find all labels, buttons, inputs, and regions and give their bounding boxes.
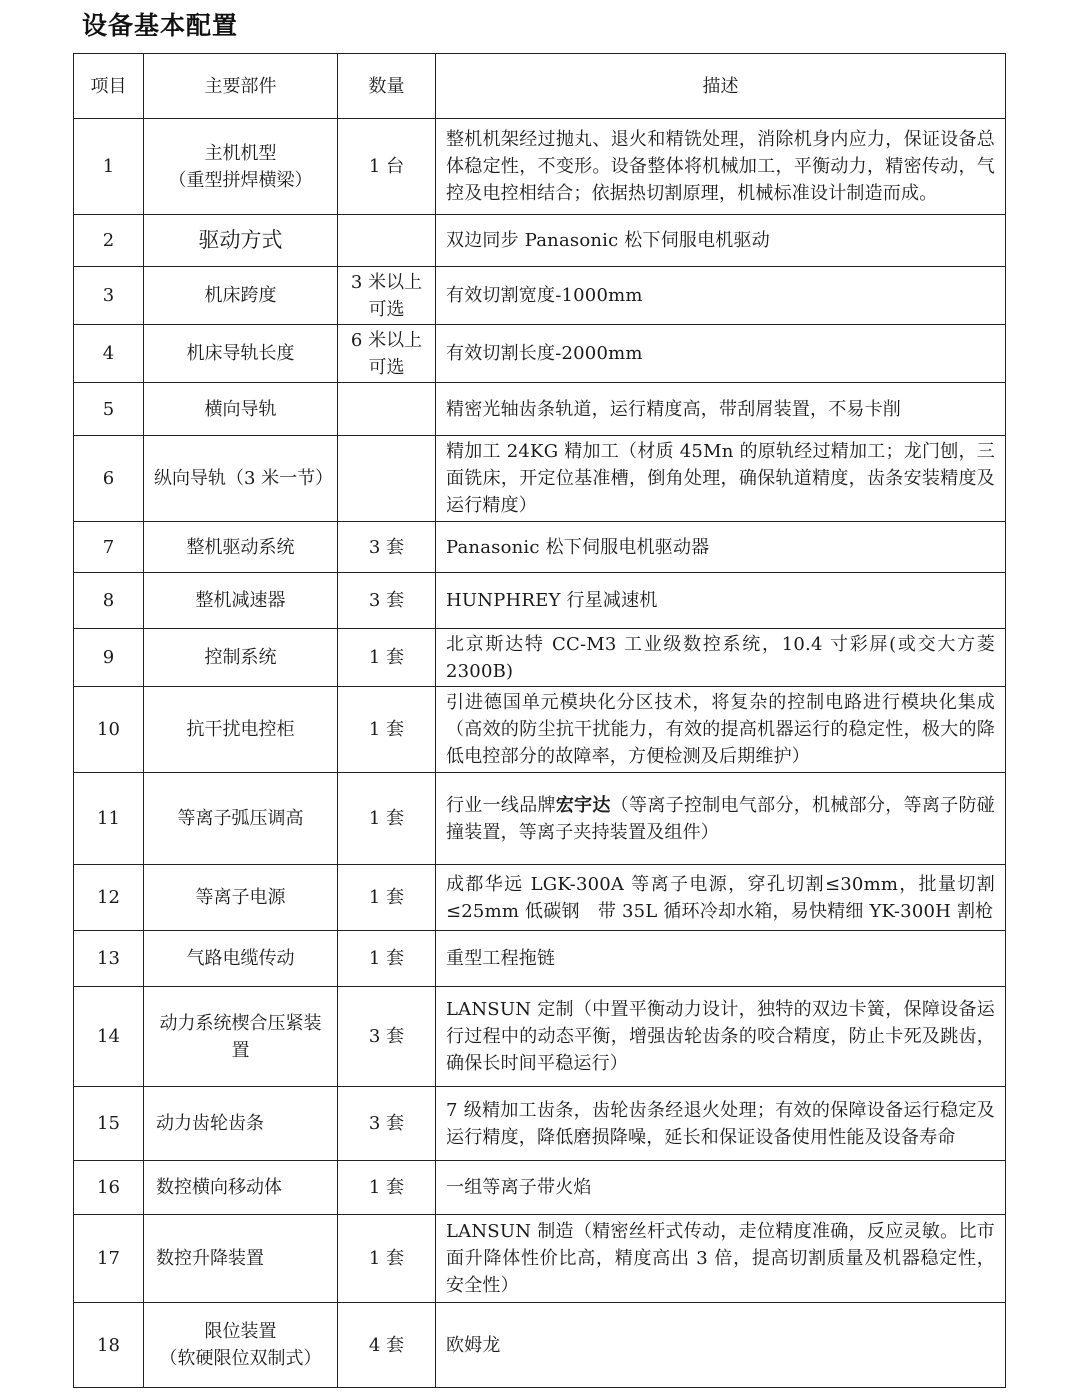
quantity-value: 6 米以上 xyxy=(350,329,423,351)
row-description: LANSUN 制造（精密丝杆式传动，走位精度准确，反应灵敏。比市面升降体性价比高，精度高出 3 倍，提高切割质量及机器稳定性，安全性） xyxy=(436,1215,1006,1303)
row-component: 等离子电源 xyxy=(144,865,338,931)
row-quantity: 3 套 xyxy=(338,1087,436,1161)
row-quantity xyxy=(338,215,436,267)
row-index: 6 xyxy=(74,436,144,522)
table-row xyxy=(74,1303,1006,1388)
row-description: 7 级精加工齿条，齿轮齿条经退火处理；有效的保障设备运行稳定及运行精度，降低磨损降噪，延长和保证设备使用性能及设备寿命 xyxy=(436,1087,1006,1161)
row-description: 整机机架经过抛丸、退火和精铣处理，消除机身内应力，保证设备总体稳定性，不变形。设备整体将机械加工，平衡动力，精密传动，气控及电控相结合；依据热切割原理，机械标准设计制造而成。 xyxy=(436,119,1006,215)
table-header-row xyxy=(74,54,1006,119)
header-quantity: 数量 xyxy=(338,54,436,119)
table-row xyxy=(74,267,1006,325)
table-row xyxy=(74,1161,1006,1215)
table-row xyxy=(74,325,1006,383)
row-component: 机床跨度 xyxy=(144,267,338,325)
component-name: 限位装置 xyxy=(204,1321,277,1342)
row-index: 4 xyxy=(74,325,144,383)
row-component: 数控横向移动体 xyxy=(144,1161,338,1215)
row-component: 抗干扰电控柜 xyxy=(144,687,338,773)
row-component: 数控升降装置 xyxy=(144,1215,338,1303)
row-index: 16 xyxy=(74,1161,144,1215)
table-row xyxy=(74,931,1006,987)
row-description: 精密光轴齿条轨道，运行精度高，带刮屑装置，不易卡削 xyxy=(436,383,1006,436)
row-index: 3 xyxy=(74,267,144,325)
row-index: 14 xyxy=(74,987,144,1087)
row-component: 整机减速器 xyxy=(144,573,338,629)
row-index: 1 xyxy=(74,119,144,215)
row-description: 有效切割宽度-1000mm xyxy=(436,267,1006,325)
row-index: 9 xyxy=(74,629,144,687)
row-description xyxy=(436,773,1006,865)
row-quantity: 1 套 xyxy=(338,1161,436,1215)
row-description: 精加工 24KG 精加工（材质 45Mn 的原轨经过精加工；龙门刨，三面铣床，开定位基准槽，倒角处理，确保轨道精度，齿条安装精度及运行精度） xyxy=(436,436,1006,522)
row-description: 欧姆龙 xyxy=(436,1303,1006,1388)
row-index: 11 xyxy=(74,773,144,865)
row-description: 成都华远 LGK-300A 等离子电源，穿孔切割≤30mm，批量切割≤25mm 低碳钢 带 35L 循环冷却水箱，易快精细 YK-300H 割枪 xyxy=(436,865,1006,931)
row-quantity: 1 套 xyxy=(338,773,436,865)
table-row xyxy=(74,573,1006,629)
row-component: 动力齿轮齿条 xyxy=(144,1087,338,1161)
quantity-note: 可选 xyxy=(368,298,405,320)
row-description: 一组等离子带火焰 xyxy=(436,1161,1006,1215)
row-component: 等离子弧压调高 xyxy=(144,773,338,865)
row-quantity: 3 套 xyxy=(338,987,436,1087)
row-description: 重型工程拖链 xyxy=(436,931,1006,987)
description-detail: （等离子控制电气部分，机械部分，等离子防碰撞装置，等离子夹持装置及组件） xyxy=(446,794,996,843)
row-index: 18 xyxy=(74,1303,144,1388)
row-index: 2 xyxy=(74,215,144,267)
table-row xyxy=(74,1087,1006,1161)
row-index: 5 xyxy=(74,383,144,436)
equipment-config-table xyxy=(73,53,1006,1388)
table-row xyxy=(74,687,1006,773)
row-index: 17 xyxy=(74,1215,144,1303)
row-description: LANSUN 定制（中置平衡动力设计，独特的双边卡簧，保障设备运行过程中的动态平衡，增强齿轮齿条的咬合精度，防止卡死及跳齿，确保长时间平稳运行） xyxy=(436,987,1006,1087)
component-subtitle: （软硬限位双制式） xyxy=(159,1348,322,1369)
row-component: 横向导轨 xyxy=(144,383,338,436)
row-index: 7 xyxy=(74,522,144,573)
row-index: 13 xyxy=(74,931,144,987)
page-title: 设备基本配置 xyxy=(82,11,239,40)
table-row xyxy=(74,522,1006,573)
component-name: 主机机型 xyxy=(204,142,277,164)
row-description: 引进德国单元模块化分区技术，将复杂的控制电路进行模块化集成（高效的防尘抗干扰能力，有效的提高机器运行的稳定性，极大的降低电控部分的故障率，方便检测及后期维护） xyxy=(436,687,1006,773)
row-description: HUNPHREY 行星减速机 xyxy=(436,573,1006,629)
row-component: 驱动方式 xyxy=(144,215,338,267)
table-row xyxy=(74,773,1006,865)
row-quantity xyxy=(338,383,436,436)
quantity-note: 可选 xyxy=(368,356,405,378)
row-component: 整机驱动系统 xyxy=(144,522,338,573)
table-row xyxy=(74,436,1006,522)
row-description: 双边同步 Panasonic 松下伺服电机驱动 xyxy=(436,215,1006,267)
table-row xyxy=(74,383,1006,436)
row-quantity xyxy=(338,267,436,325)
row-quantity: 1 套 xyxy=(338,629,436,687)
row-description: Panasonic 松下伺服电机驱动器 xyxy=(436,522,1006,573)
row-component: 动力系统楔合压紧装置 xyxy=(144,987,338,1087)
row-component: 气路电缆传动 xyxy=(144,931,338,987)
row-component: 机床导轨长度 xyxy=(144,325,338,383)
quantity-value: 3 米以上 xyxy=(350,271,423,293)
brand-name: 宏宇达 xyxy=(555,794,611,816)
row-quantity: 3 套 xyxy=(338,522,436,573)
table-row xyxy=(74,987,1006,1087)
header-index: 项目 xyxy=(74,54,144,119)
table-row xyxy=(74,215,1006,267)
row-quantity: 1 套 xyxy=(338,931,436,987)
row-quantity: 3 套 xyxy=(338,573,436,629)
table-row xyxy=(74,629,1006,687)
row-quantity xyxy=(338,436,436,522)
header-description: 描述 xyxy=(436,54,1006,119)
row-index: 12 xyxy=(74,865,144,931)
row-quantity: 1 台 xyxy=(338,119,436,215)
row-component: 控制系统 xyxy=(144,629,338,687)
row-quantity: 1 套 xyxy=(338,865,436,931)
row-component xyxy=(144,119,338,215)
row-component xyxy=(144,1303,338,1388)
row-index: 15 xyxy=(74,1087,144,1161)
row-quantity xyxy=(338,325,436,383)
header-component: 主要部件 xyxy=(144,54,338,119)
row-component: 纵向导轨（3 米一节） xyxy=(144,436,338,522)
description-prefix: 行业一线品牌 xyxy=(446,794,556,816)
row-quantity: 1 套 xyxy=(338,1215,436,1303)
row-quantity: 1 套 xyxy=(338,687,436,773)
row-description: 北京斯达特 CC-M3 工业级数控系统，10.4 寸彩屏(或交大方菱 2300B) xyxy=(436,629,1006,687)
row-quantity: 4 套 xyxy=(338,1303,436,1388)
row-index: 10 xyxy=(74,687,144,773)
table-row xyxy=(74,1215,1006,1303)
component-subtitle: （重型拼焊横梁） xyxy=(168,169,313,191)
table-row xyxy=(74,119,1006,215)
row-index: 8 xyxy=(74,573,144,629)
table-row xyxy=(74,865,1006,931)
row-description: 有效切割长度-2000mm xyxy=(436,325,1006,383)
